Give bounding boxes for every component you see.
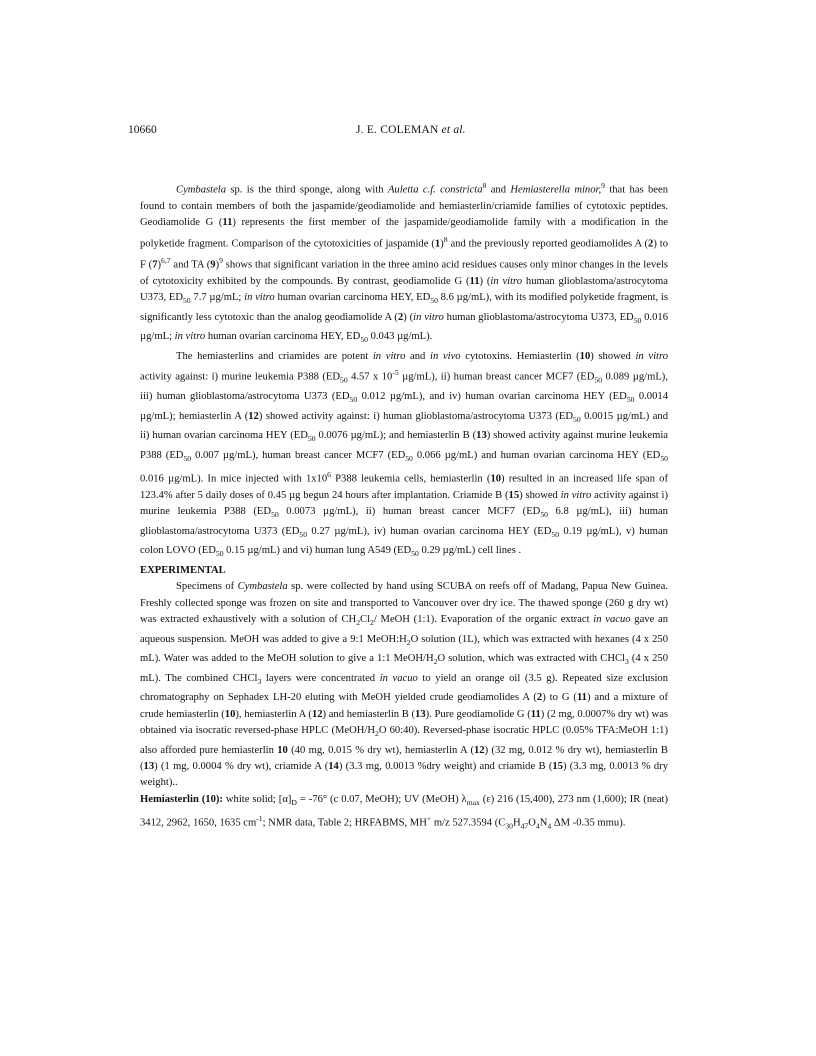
text-run: Auletta c.f. constricta — [387, 184, 483, 196]
text-run: 4 — [547, 821, 552, 831]
text-run: 50 — [626, 395, 635, 405]
text-run: 50 — [215, 549, 224, 559]
text-run: and the previously reported geodiamolides A ( — [447, 238, 649, 250]
text-run: 8 — [482, 181, 487, 190]
text-run: 9 — [210, 259, 216, 271]
text-run: ) (3.3 mg, 0.0013 % dry weight).. — [140, 761, 668, 789]
text-run: (40 mg, 0.015 % dry wt), hemiasterlin A ( — [287, 744, 474, 756]
text-run: in vitro — [635, 350, 668, 362]
text-run: in vacuo — [379, 672, 418, 684]
text-run: P388 leukemia cells, hemiasterlin ( — [330, 473, 491, 485]
author-name: J. E. COLEMAN — [356, 124, 439, 136]
text-run: The hemiasterlins and criamides are potent — [176, 350, 373, 362]
text-run: in vitro — [372, 350, 406, 362]
text-run: 50 — [660, 453, 668, 463]
paragraph-hemiasterlin-data — [140, 792, 668, 836]
text-run: 50 — [405, 453, 413, 463]
text-run: 50 — [183, 296, 191, 306]
text-run: 10 — [277, 744, 288, 756]
text-run: Hemiasterlin (10): — [140, 793, 223, 805]
text-run: Hemiasterella minor — [510, 184, 599, 196]
text-run: 4 — [535, 821, 540, 831]
text-run: ) ( — [479, 275, 491, 287]
text-run: ) represents the first member of the jaspamide/geodiamolide family with a modification in the polyketide fragment. Comparison of the cytotoxicities of jaspamide ( — [140, 217, 668, 250]
text-run: N — [539, 817, 548, 829]
text-run: human glioblastoma/astrocytoma U373, ED — [140, 275, 668, 304]
text-run: human ovarian carcinoma HEY, ED — [274, 292, 431, 304]
text-run: sp. were collected by hand using SCUBA on reefs off of Madang, Papua New Guinea. Freshly collected sponge was frozen on site and transported to Vancouver over dry ice. The thawed sponge (260 g dry wt) was extracted exhaustively with a solution of CH — [140, 581, 668, 626]
text-run: and — [486, 184, 511, 196]
text-run: 0.19 µg/mL), v) human colon LOVO (ED — [140, 525, 668, 557]
text-run: 2 — [397, 311, 404, 323]
text-run: and — [405, 350, 431, 362]
text-run: , — [598, 184, 602, 196]
text-run: Cymbastela — [176, 184, 227, 196]
text-run: 50 — [307, 434, 316, 444]
text-run: 2 — [370, 618, 374, 628]
paragraph-hemiasterlin-activity — [140, 349, 668, 563]
text-run: 50 — [594, 375, 603, 385]
text-run: that has been found to contain members of both the jaspamide/geodiamolide and hemiasterlin/criamide families of cytotoxic peptides. Geodiamolide G ( — [140, 184, 668, 229]
text-run: ). Pure geodiamolide G ( — [425, 708, 531, 720]
text-run: ) to F ( — [140, 238, 668, 271]
text-run: 50 — [633, 315, 642, 325]
text-run: 2 — [406, 637, 411, 647]
text-run: 50 — [573, 414, 581, 424]
text-run: sp. is the third sponge, along with — [226, 184, 388, 196]
text-run: 4.57 x 10 — [347, 371, 393, 383]
text-run: 0.27 µg/mL), iv) human ovarian carcinoma HEY (ED — [307, 525, 552, 537]
text-run: 9 — [219, 255, 223, 265]
text-run: 2 — [433, 657, 438, 667]
text-run: ) and hemiasterlin B ( — [322, 708, 416, 720]
text-run: gave an aqueous suspension. MeOH was added to give a 9:1 MeOH:H — [140, 614, 669, 645]
text-run: cytotoxins. Hemiasterlin ( — [460, 350, 580, 362]
text-run: ) to G ( — [542, 692, 577, 704]
text-run: 50 — [183, 453, 192, 463]
running-title — [356, 124, 466, 136]
text-run: ) showed activity against: i) human glioblastoma/astrocytoma U373 (ED — [258, 410, 573, 422]
text-run: 50 — [271, 510, 279, 520]
text-run: 0.0076 µg/mL); and hemiasterlin B ( — [315, 430, 477, 442]
text-run: 0.29 µg/mL) cell lines . — [418, 545, 522, 557]
text-run: 10 — [579, 350, 591, 362]
text-run: shows that significant variation in the three amino acid residues causes only minor changes in the levels of cytotoxicity exhibited by the compounds. By contrast, geodiamolide G ( — [140, 259, 669, 287]
text-run: 7 — [152, 259, 158, 271]
text-run: ) showed activity against murine leukemia P388 (ED — [140, 430, 668, 461]
text-run: 8.6 µg/mL), with its modified polyketide fragment, is significantly less cytotoxic than the analog geodiamolide A ( — [140, 292, 669, 323]
text-run: 13 — [143, 761, 155, 772]
text-run: Specimens of — [176, 581, 238, 593]
page-number: 10660 — [128, 124, 157, 136]
text-run: 2 — [375, 729, 379, 739]
text-run: H — [512, 817, 521, 829]
text-run: 12 — [473, 744, 485, 756]
running-header — [128, 124, 688, 140]
text-run: 12 — [248, 410, 259, 422]
text-run: 50 — [349, 395, 358, 405]
text-run: 0.007 µg/mL), human breast cancer MCF7 (ED — [191, 449, 406, 461]
text-run: ) (2 mg, 0.0007% dry wt) was obtained via isocratic reversed-phase HPLC (MeOH/H — [140, 708, 669, 737]
text-run: 12 — [311, 708, 323, 720]
text-run: 50 — [540, 510, 548, 520]
text-run: ) and a mixture of crude hemiasterlin ( — [140, 692, 668, 720]
text-run: 15 — [552, 761, 563, 772]
text-run: = -76° (c 0.07, MeOH); UV (MeOH) λ — [296, 793, 467, 805]
paragraph-experimental-procedure — [140, 579, 668, 791]
text-run: in vitro — [490, 275, 523, 287]
text-run: ) (32 mg, 0.012 % dry wt), hemiasterlin B ( — [140, 744, 668, 772]
text-run: layers were concentrated — [261, 672, 380, 684]
text-run: 0.0014 µg/mL); hemiasterlin A ( — [140, 391, 668, 422]
text-run: 10 — [490, 473, 502, 485]
text-run: 2 — [648, 238, 654, 250]
text-run: 0.016 µg/mL). In mice injected with 1x10 — [140, 473, 328, 485]
text-run: ΔM -0.35 mmu). — [551, 817, 626, 829]
text-run: in vitro — [174, 331, 206, 343]
text-run: m/z 527.3594 (C — [431, 817, 506, 829]
text-run: 50 — [299, 530, 308, 540]
text-run: ) — [157, 259, 162, 271]
text-run: max — [466, 797, 480, 807]
text-run: ) ( — [403, 311, 414, 323]
text-run: 0.016 µg/mL; — [140, 311, 669, 343]
paragraph-cymbastela-intro — [140, 178, 668, 349]
text-run: in vitro — [244, 292, 275, 304]
text-run: 0.0073 µg/mL), ii) human breast cancer MCF7 (ED — [278, 506, 541, 518]
text-run: 11 — [222, 217, 233, 229]
text-run: µg/mL), ii) human breast cancer MCF7 (ED — [398, 371, 595, 383]
text-run: / MeOH (1:1). Evaporation of the organic extract — [373, 614, 594, 626]
text-run: 6.8 µg/mL), iii) human glioblastoma/astrocytoma U373 (ED — [140, 506, 668, 537]
text-run: ), hemiasterlin A ( — [235, 708, 312, 720]
text-run: 11 — [530, 708, 541, 720]
text-run: human glioblastoma/astrocytoma U373, ED — [443, 311, 634, 323]
text-run: 0.066 µg/mL) and human ovarian carcinoma HEY (ED — [412, 449, 661, 461]
text-run: O solution (1L), which was extracted with hexanes (4 x 250 mL). Water was added to the MeOH solution to give a 1:1 MeOH/H — [140, 633, 668, 665]
text-run: 6,7 — [161, 255, 171, 265]
text-run: 50 — [430, 296, 438, 306]
text-run: ) — [440, 238, 444, 250]
text-run: -5 — [392, 367, 399, 377]
text-run: 2 — [356, 618, 361, 628]
text-run: 13 — [415, 708, 426, 720]
article-body — [140, 178, 668, 835]
text-run: 7.7 µg/mL; — [190, 292, 245, 304]
text-run: 10 — [224, 708, 236, 720]
text-run: human ovarian carcinoma HEY, ED — [205, 331, 361, 343]
text-run: 0.089 µg/mL), iii) human glioblastoma/astrocytoma U373 (ED — [140, 371, 668, 403]
text-run: 0.0015 µg/mL) and ii) human ovarian carcinoma HEY (ED — [140, 410, 668, 442]
text-run: -1 — [256, 814, 263, 824]
text-run: Cl — [360, 614, 371, 626]
text-run: 13 — [476, 430, 487, 442]
text-run: 11 — [576, 692, 587, 704]
text-run: ) showed — [590, 350, 636, 362]
text-run: 8 — [443, 234, 448, 244]
text-run: 2 — [536, 692, 543, 704]
text-run: O 60:40). Reversed-phase isocratic HPLC (0.05% TFA:MeOH 1:1) also afforded pure hemiasterlin — [140, 725, 668, 756]
text-run: (4 x 250 mL). The combined CHCl — [140, 653, 668, 684]
text-run: 30 — [505, 821, 513, 831]
text-run: 50 — [411, 549, 419, 559]
text-run: white solid; [α] — [222, 793, 292, 805]
text-run: activity against: i) murine leukemia P388 (ED — [140, 371, 341, 383]
text-run: ) (3.3 mg, 0.0013 %dry weight) and criamide B ( — [338, 761, 553, 772]
text-run: (ε) 216 (15,400), 273 nm (1,600); IR (neat) 3412, 2962, 1650, 1635 cm — [140, 793, 668, 829]
text-run: 50 — [551, 530, 560, 540]
text-run: 11 — [469, 275, 480, 287]
text-run: 14 — [328, 761, 339, 772]
text-run: ) showed — [519, 490, 561, 502]
text-run: 50 — [360, 335, 368, 345]
text-run: Cymbastela — [237, 581, 288, 593]
text-run: O — [528, 817, 536, 829]
text-run: and TA ( — [170, 259, 211, 271]
text-run: activity against i) murine leukemia P388 (ED — [140, 490, 668, 518]
text-run: 3 — [625, 657, 629, 667]
text-run: ) — [215, 259, 220, 271]
text-run: O solution, which was extracted with CHCl — [437, 653, 625, 665]
text-run: ) resulted in an increased life span of 123.4% after 5 daily doses of 0.45 µg begun 24 hours after implantation. Criamide B ( — [140, 473, 668, 502]
et-al: et al. — [441, 124, 466, 136]
text-run: 9 — [601, 181, 605, 190]
text-run: + — [426, 814, 432, 824]
text-run: ) (1 mg, 0.0004 % dry wt), criamide A ( — [154, 761, 329, 772]
text-run: 1 — [434, 238, 441, 250]
text-run: 47 — [520, 821, 529, 831]
text-run: 50 — [340, 375, 348, 385]
text-run: ; NMR data, Table 2; HRFABMS, MH — [262, 817, 427, 829]
text-run: 0.012 µg/mL), and iv) human ovarian carcinoma HEY (ED — [357, 391, 627, 403]
text-run: 0.043 µg/mL). — [367, 331, 433, 343]
text-run: 3 — [257, 676, 262, 686]
text-run: 6 — [327, 470, 331, 480]
text-run: D — [291, 797, 297, 807]
text-run: in vitro — [413, 311, 444, 323]
text-run: 0.15 µg/mL) and vi) human lung A549 (ED — [223, 545, 412, 557]
text-run: in vitro — [560, 490, 592, 502]
text-run: in vacuo — [593, 614, 631, 626]
section-heading-experimental: EXPERIMENTAL — [140, 564, 226, 576]
text-run: to yield an orange oil (3.5 g). Repeated size exclusion chromatography on Sephadex LH-20 eluting with MeOH yielded crude geodiamolides A ( — [140, 672, 668, 704]
text-run: in vivo — [430, 350, 461, 362]
text-run: 15 — [508, 490, 520, 502]
